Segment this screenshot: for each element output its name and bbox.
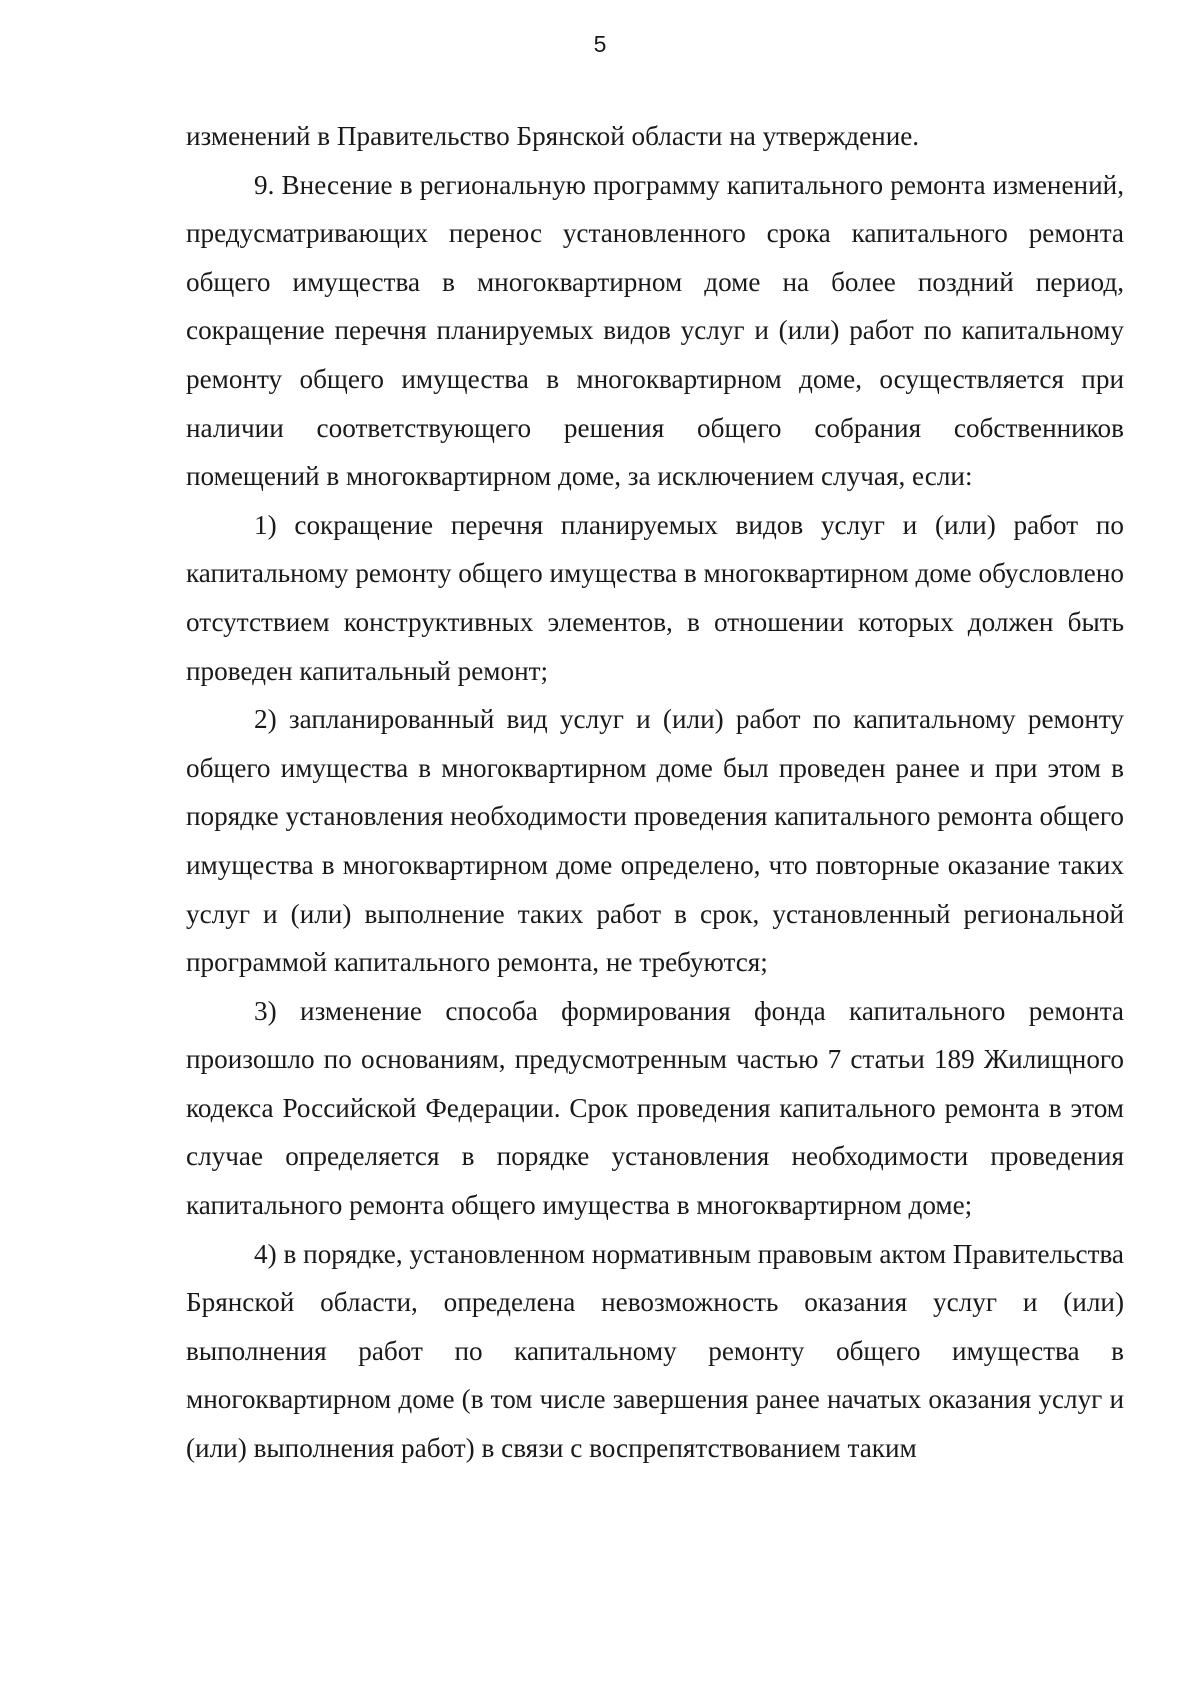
paragraph-subitem-1: 1) сокращение перечня планируемых видов услуг и (или) работ по капитальному ремонту общего имущества в многоквартирном доме обусловлено отсутствием конструктивных элементов, в отношении которых должен быть проведен капитальный ремонт; <box>186 509 1124 686</box>
paragraph-item-9: 9. Внесение в региональную программу капитального ремонта изменений, предусматривающих перенос установленного срока капитального ремонта общего имущества в многоквартирном доме на более поздний период, сокращение перечня планируемых видов услуг и (или) работ по капитальному ремонту общего имущества в многоквартирном доме, осуществляется при наличии соответствующего решения общего собрания собственников помещений в многоквартирном доме, за исключением случая, если: <box>186 169 1124 492</box>
paragraph-subitem-2: 2) запланированный вид услуг и (или) работ по капитальному ремонту общего имущества в многоквартирном доме был проведен ранее и при этом в порядке установления необходимости проведения капитального ремонта общего имущества в многоквартирном доме определено, что повторные оказание таких услуг и (или) выполнение таких работ в срок, установленный региональной программой капитального ремонта, не требуются; <box>186 704 1124 978</box>
paragraph-subitem-4: 4) в порядке, установленном нормативным правовым актом Правительства Брянской области, определена невозможность оказания услуг и (или) выполнения работ по капитальному ремонту общего имущества в многоквартирном доме (в том числе завершения ранее начатых оказания услуг и (или) выполнения работ) в связи с воспрепятствованием таким <box>186 1238 1124 1464</box>
paragraph-subitem-3: 3) изменение способа формирования фонда капитального ремонта произошло по основаниям, предусмотренным частью 7 статьи 189 Жилищного кодекса Российской Федерации. Срок проведения капитального ремонта в этом случае определяется в порядке установления необходимости проведения капитального ремонта общего имущества в многоквартирном доме; <box>186 995 1124 1221</box>
page-number: 5 <box>593 31 607 57</box>
document-body <box>186 112 1124 1473</box>
paragraph-continuation: изменений в Правительство Брянской области на утверждение. <box>186 121 920 151</box>
